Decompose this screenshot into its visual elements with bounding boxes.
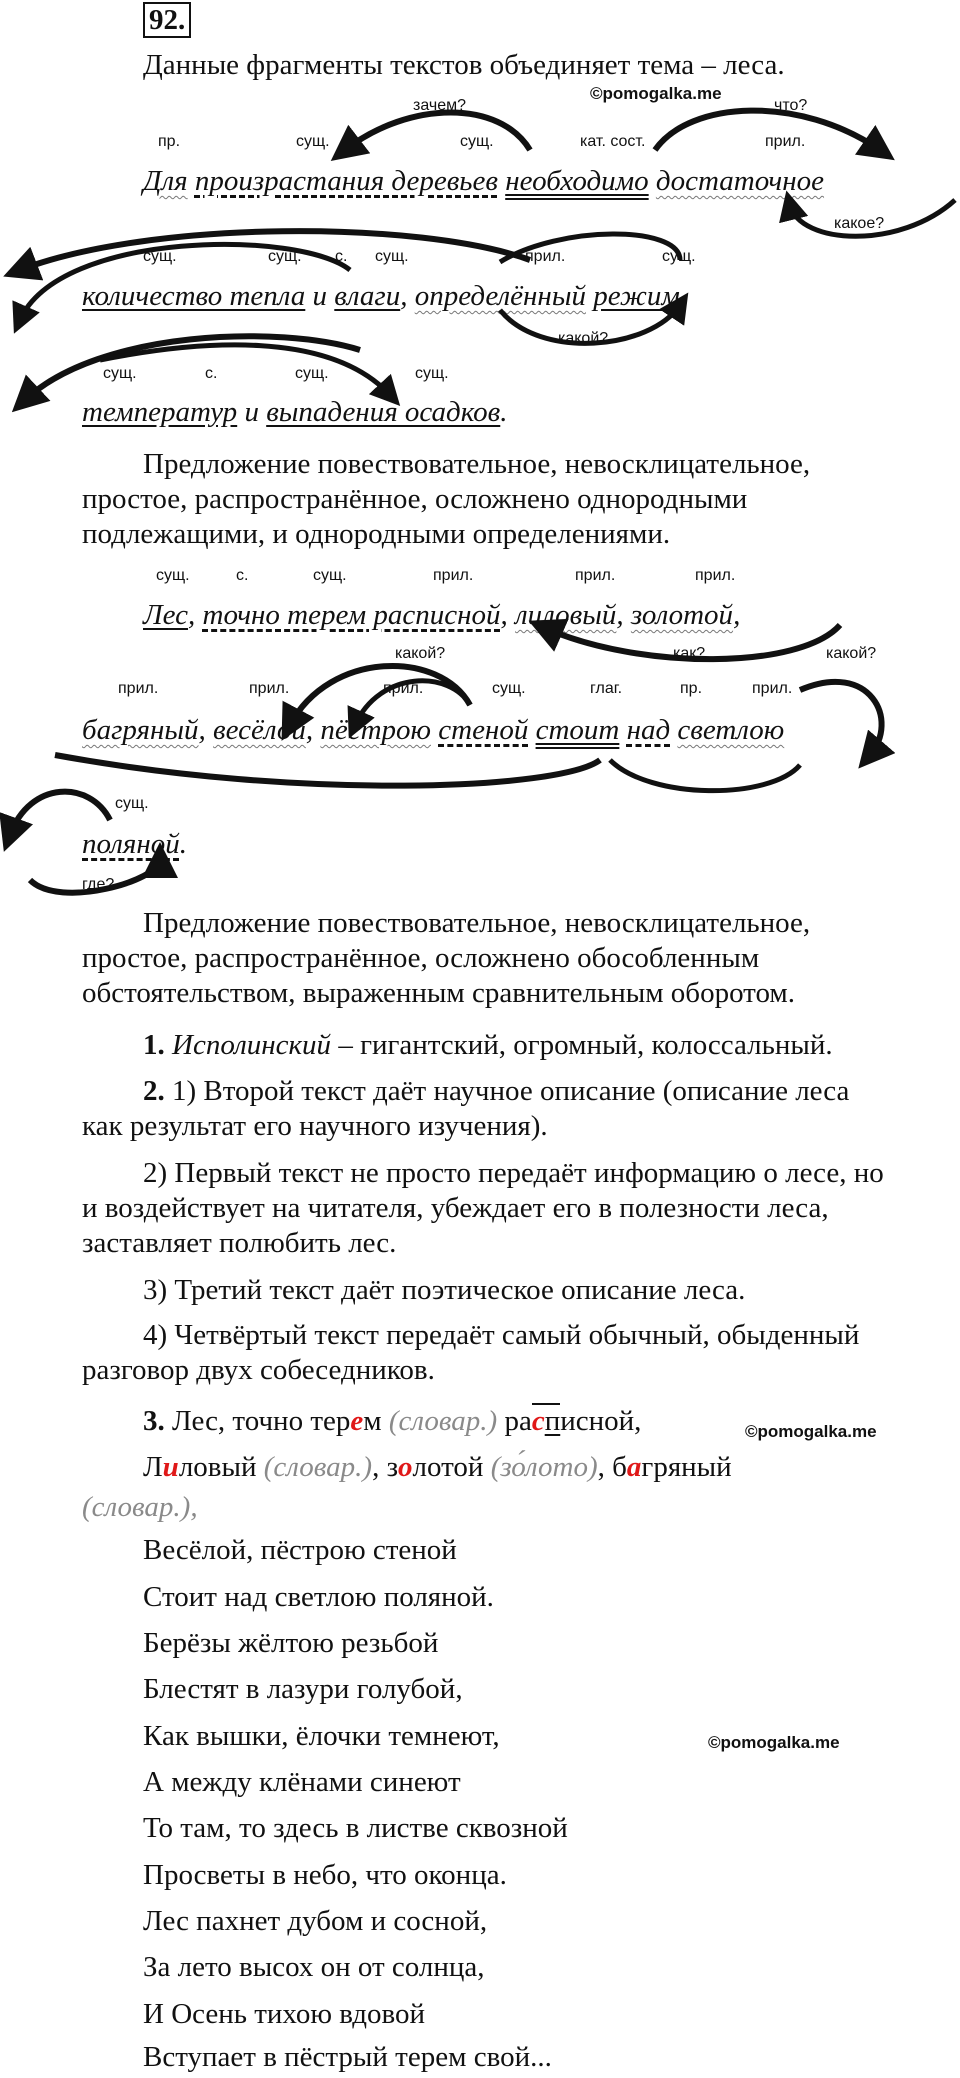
item-2-part-1: 2. 1) Второй текст даёт научное описание (описание леса как результат его научного изучения). — [82, 1075, 850, 1142]
poem-line: Блестят в лазури голубой, — [143, 1673, 463, 1705]
label-adj: прил. — [249, 680, 290, 697]
poem-line: Просветы в небо, что оконца. — [143, 1859, 507, 1891]
poem-line: И Осень тихою вдовой — [143, 1998, 425, 2030]
label-noun: сущ. — [115, 795, 149, 812]
intro-text: Данные фрагменты текстов объединяет тема – леса. — [143, 49, 785, 81]
question-label: какое? — [834, 215, 885, 232]
arrow — [800, 682, 882, 755]
poem-line: Берёзы жёлтою резьбой — [143, 1627, 439, 1659]
poem-line: Стоит над светлою поляной. — [143, 1581, 494, 1613]
poem-line: То там, то здесь в листве сквозной — [143, 1812, 568, 1844]
label-verb: глаг. — [590, 680, 623, 697]
label-conj: с. — [236, 567, 249, 584]
poem-line: За лето высох он от солнца, — [143, 1951, 485, 1983]
arrow — [100, 345, 390, 395]
label-adj: прил. — [433, 567, 474, 584]
arrow — [55, 755, 600, 786]
label-adj: прил. — [575, 567, 616, 584]
arrow — [345, 113, 530, 151]
label-noun: сущ. — [460, 133, 494, 150]
label-category: кат. сост. — [580, 133, 646, 150]
sentence-1-line-3: температур и выпадения осадков. — [82, 396, 508, 428]
question-label: зачем? — [413, 97, 467, 114]
poem-line: А между клёнами синеют — [143, 1766, 461, 1798]
label-noun: сущ. — [156, 567, 190, 584]
poem-line: Как вышки, ёлочки темнеют, — [143, 1720, 500, 1752]
arrow — [610, 760, 800, 791]
label-adj: прил. — [525, 248, 566, 265]
sentence-1-line-2: количество тепла и влаги, определённый режим — [82, 280, 680, 312]
item-1: 1. Исполинский – гигантский, огромный, колоссальный. — [143, 1029, 833, 1061]
item-2-part-3: 3) Третий текст даёт поэтическое описание леса. — [143, 1274, 746, 1306]
sentence-2-line-2: багряный, весёлой, пёстрою стеной стоит над светлою — [82, 714, 785, 746]
label-adj: прил. — [695, 567, 736, 584]
question-label: какой? — [826, 645, 877, 662]
label-noun: сущ. — [662, 248, 696, 265]
label-conj: с. — [335, 248, 348, 265]
label-noun: сущ. — [375, 248, 409, 265]
sentence-1-line-1: Для произрастания деревьев необходимо достаточное — [143, 165, 825, 197]
watermark: ©pomogalka.me — [745, 1422, 877, 1441]
label-adj: прил. — [383, 680, 424, 697]
watermark: ©pomogalka.me — [708, 1733, 840, 1752]
label-noun: сущ. — [415, 365, 449, 382]
question-label: какой? — [395, 645, 446, 662]
exercise-number: 92. — [143, 3, 191, 38]
question-label: как? — [673, 645, 706, 662]
label-pr: пр. — [158, 133, 181, 150]
label-adj: прил. — [118, 680, 159, 697]
poem-line: Весёлой, пёстрою стеной — [143, 1534, 457, 1566]
watermark: ©pomogalka.me — [590, 84, 722, 103]
item-2-part-2: 2) Первый текст не просто передаёт информацию о лесе, но и воздействует на читателя, убеждает его в полезности леса, заставляет полюбить лес. — [82, 1157, 884, 1259]
label-adj: прил. — [765, 133, 806, 150]
label-conj: с. — [205, 365, 218, 382]
label-noun: сущ. — [295, 365, 329, 382]
item-3-line-3: (словар.), — [82, 1491, 198, 1523]
label-noun: сущ. — [143, 248, 177, 265]
question-label: что? — [774, 97, 808, 114]
analysis-paragraph-1: Предложение повествовательное, невосклицательное, простое, распространённое, осложнено однородными подлежащими, и однородными определениями. — [82, 448, 811, 550]
item-2-part-4: 4) Четвёртый текст передаёт самый обычный, обыденный разговор двух собеседников. — [82, 1319, 860, 1386]
label-adj: прил. — [752, 680, 793, 697]
sentence-2-line-3: поляной. — [82, 828, 188, 860]
poem-line: Вступает в пёстрый терем свой... — [143, 2041, 552, 2073]
analysis-paragraph-2: Предложение повествовательное, невосклицательное, простое, распространённое, осложнено обособленным обстоятельством, выраженным сравнительным оборотом. — [82, 907, 811, 1009]
question-label: какой? — [558, 330, 609, 347]
label-noun: сущ. — [492, 680, 526, 697]
poem-line: Лес пахнет дубом и сосной, — [143, 1905, 488, 1937]
sentence-2-line-1: Лес, точно терем расписной, лиловый, золотой, — [143, 599, 741, 631]
label-noun: сущ. — [296, 133, 330, 150]
label-noun: сущ. — [313, 567, 347, 584]
item-3-line-2: Лиловый (словар.), золотой (зо́лото), багряный — [143, 1451, 732, 1483]
label-noun: сущ. — [268, 248, 302, 265]
item-3-line-1: 3. Лес, точно терем (словар.) расписной, — [143, 1405, 642, 1437]
label-pr: пр. — [680, 680, 703, 697]
question-label: где? — [82, 876, 115, 893]
label-noun: сущ. — [103, 365, 137, 382]
